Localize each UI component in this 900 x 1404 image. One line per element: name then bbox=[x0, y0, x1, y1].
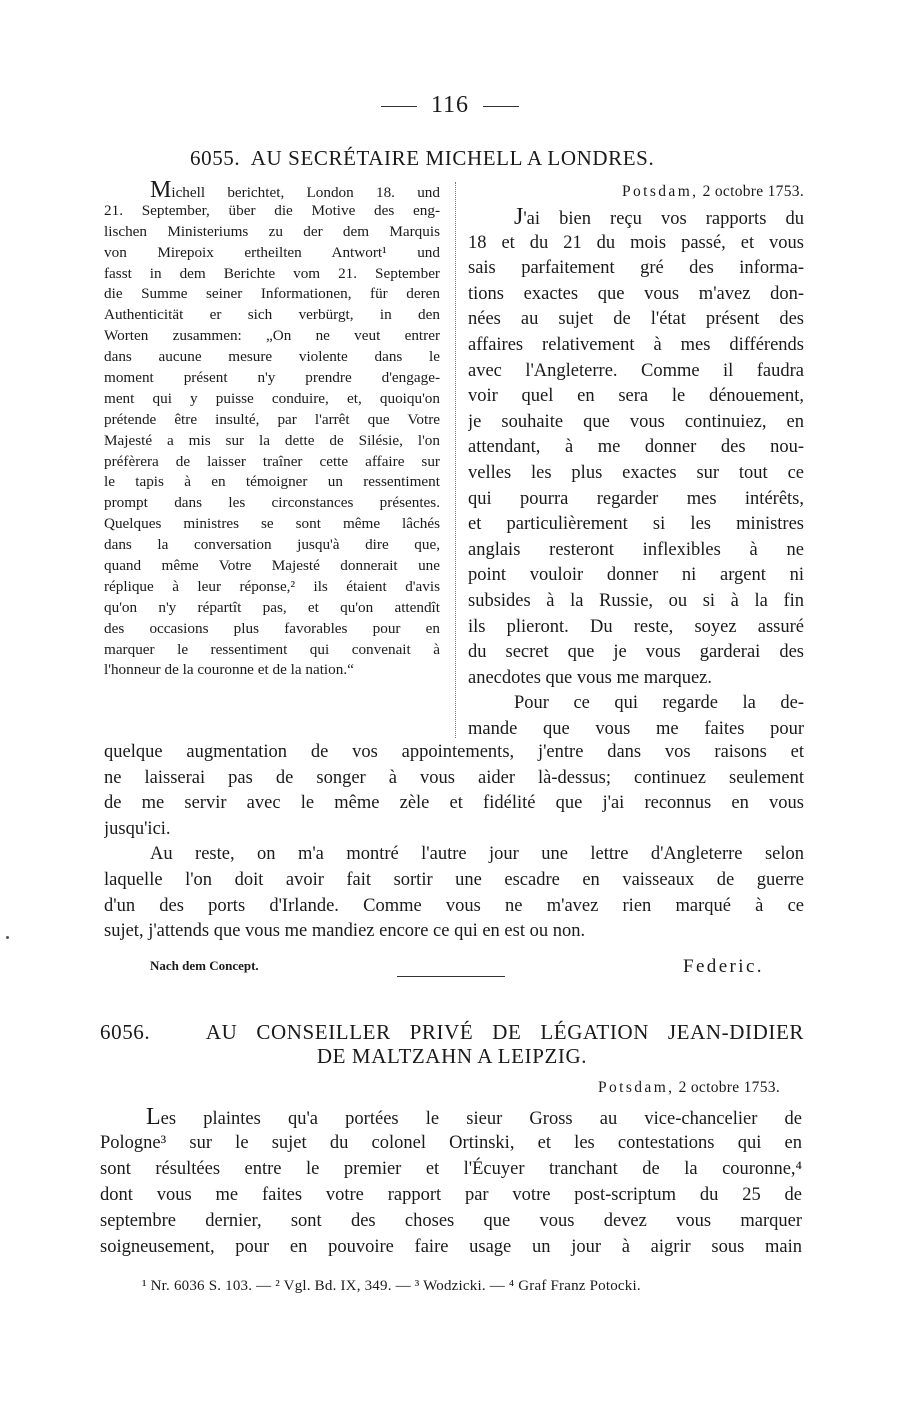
section-6055-title bbox=[190, 146, 654, 171]
rule-left bbox=[381, 106, 417, 107]
section-6056-title bbox=[100, 1020, 804, 1045]
letter-column bbox=[468, 183, 804, 742]
text-line: sais parfaitement gré des informa- bbox=[468, 258, 804, 279]
text-line: Worten zusammen: „On ne veut entrer bbox=[104, 327, 440, 345]
text-line: dans la conversation jusqu'à dire que, bbox=[104, 536, 440, 554]
text-line: moment présent n'y prendre d'engage- bbox=[104, 369, 440, 387]
section-number: 6055. bbox=[190, 146, 241, 170]
text-line: tions exactes que vous m'avez don- bbox=[468, 283, 804, 304]
text-line: Pologne³ sur le sujet du colonel Ortinski, et les contestations qui en bbox=[100, 1133, 802, 1153]
text-line: le tapis à en témoigner un ressentiment bbox=[104, 473, 440, 491]
text-line: laquelle l'on doit avoir fait sortir une escadre en vaisseaux de guerre bbox=[104, 869, 804, 890]
text-line: dans aucune mesure violente dans le bbox=[104, 348, 440, 366]
text-line: subsides à la Russie, ou si à la fin bbox=[468, 590, 804, 611]
text-line: ment qui y puisse conduire, et, quoiqu'on bbox=[104, 389, 440, 407]
text-line: quelque augmentation de vos appointements, j'entre dans vos raisons et bbox=[104, 742, 804, 762]
text-line: et particulièrement si les ministres bbox=[468, 514, 804, 535]
section-heading: AU CONSEILLER PRIVÉ DE LÉGATION JEAN-DIDIER bbox=[205, 1020, 804, 1044]
signature: Federic. bbox=[683, 956, 764, 977]
column-separator bbox=[455, 182, 456, 738]
letter-date bbox=[468, 183, 804, 205]
text-line: mande que vous me faites pour bbox=[468, 718, 804, 739]
footnotes: ¹ Nr. 6036 S. 103. — ² Vgl. Bd. IX, 349. — ³ Wodzicki. — ⁴ Graf Franz Potocki. bbox=[142, 1278, 641, 1294]
text-line: du secret que je vous garderai des bbox=[468, 642, 804, 663]
text-line: nées au sujet de l'état présent des bbox=[468, 309, 804, 330]
section-rule bbox=[397, 976, 505, 977]
date-text: 2 octobre 1753. bbox=[702, 183, 804, 200]
text-line: l'honneur de la couronne et de la nation.“ bbox=[104, 661, 354, 679]
text-line: Michell berichtet, London 18. und bbox=[150, 180, 440, 201]
date-place: Potsdam, bbox=[597, 1079, 675, 1096]
text-line: septembre dernier, sont des choses que vous devez vous marquer bbox=[100, 1211, 802, 1231]
text-line: velles les plus exactes sur tout ce bbox=[468, 462, 804, 483]
text-line: prétende être insulté, par l'arrêt que Votre bbox=[104, 410, 440, 428]
text-line: sujet, j'attends que vous me mandiez encore ce qui en est ou non. bbox=[104, 921, 586, 942]
text-line: Majesté a mis sur la dette de Silésie, l'on bbox=[104, 431, 440, 449]
text-line: Authenticität er sich verbürgt, in den bbox=[104, 306, 440, 324]
text-line: préfèrera de laisser traîner cette affaire sur bbox=[104, 452, 440, 470]
text-line: die Summe seiner Informationen, für deren bbox=[104, 285, 440, 303]
text-line: 18 et du 21 du mois passé, et vous bbox=[468, 232, 804, 253]
text-line: Les plaintes qu'a portées le sieur Gross au vice-chancelier de bbox=[146, 1104, 802, 1130]
text-line: des occasions plus favorables pour en bbox=[104, 619, 440, 637]
text-line: prompt dans les circonstances présentes. bbox=[104, 494, 440, 512]
text-line: 21. September, über die Motive des eng- bbox=[104, 201, 440, 219]
text-line: quand même Votre Majesté donnerait une bbox=[104, 557, 440, 575]
section-heading: AU SECRÉTAIRE MICHELL A LONDRES. bbox=[250, 146, 655, 170]
text-line: d'un des ports d'Irlande. Comme vous ne m'avez rien marqué à ce bbox=[104, 895, 804, 916]
letter-body bbox=[100, 1104, 802, 1260]
text-line: réplique à leur réponse,² ils étaient d'avis bbox=[104, 577, 440, 595]
text-line: anglais resteront inflexibles à ne bbox=[468, 539, 804, 560]
summary-column bbox=[104, 180, 440, 681]
text-line: attendant, à me donner des nou- bbox=[468, 437, 804, 458]
text-line: dont vous me faites votre rapport par votre post-scriptum du 25 de bbox=[100, 1185, 802, 1205]
page-number-text: 116 bbox=[430, 92, 470, 118]
letter-lines bbox=[468, 205, 804, 742]
text-line: qu'on n'y répartît pas, et qu'on attendît bbox=[104, 598, 440, 616]
text-line: point vouloir donner ni argent ni bbox=[468, 565, 804, 586]
section-heading-line2: DE MALTZAHN A LEIPZIG. bbox=[316, 1044, 588, 1068]
text-line: affaires relativement à mes différends bbox=[468, 334, 804, 355]
text-line: je souhaite que vous continuiez, en bbox=[468, 411, 804, 432]
section-number: 6056. bbox=[100, 1020, 151, 1044]
text-line: ils plieront. Du reste, soyez assuré bbox=[468, 616, 804, 637]
text-line: jusqu'ici. bbox=[104, 818, 171, 839]
date-place: Potsdam, bbox=[621, 183, 699, 200]
text-line: Quelques ministres se sont même lâchés bbox=[104, 515, 440, 533]
page-number bbox=[0, 92, 900, 119]
text-line: qui pourra regarder mes intérêts, bbox=[468, 488, 804, 509]
letter-continuation bbox=[104, 740, 804, 945]
text-line: avec l'Angleterre. Comme il faudra bbox=[468, 360, 804, 381]
text-line: von Mirepoix ertheilten Antwort¹ und bbox=[104, 243, 440, 261]
text-line: marquer le ressentiment qui convenait à bbox=[104, 640, 440, 658]
text-line: Au reste, on m'a montré l'autre jour une lettre d'Angleterre selon bbox=[150, 844, 804, 865]
source-note: Nach dem Concept. bbox=[150, 958, 259, 973]
text-line: ne laisserai pas de songer à vous aider là-dessus; continuez seulement bbox=[104, 767, 804, 788]
text-line: soigneusement, pour en pouvoire faire usage un jour à aigrir sous main bbox=[100, 1237, 802, 1257]
text-line: de me servir avec le même zèle et fidélité que j'ai reconnus en vous bbox=[104, 793, 804, 814]
text-line: J'ai bien reçu vos rapports du bbox=[514, 205, 804, 230]
text-line: lischen Ministeriums zu der dem Marquis bbox=[104, 222, 440, 240]
text-line: sont résultées entre le premier et l'Écuyer tranchant de la couronne,⁴ bbox=[100, 1159, 802, 1179]
date-text: 2 octobre 1753. bbox=[678, 1079, 780, 1096]
text-line: Pour ce qui regarde la de- bbox=[514, 693, 804, 714]
letter-date bbox=[448, 1079, 780, 1101]
rule-right bbox=[483, 106, 519, 107]
scan-speck bbox=[6, 936, 9, 939]
text-line: voir quel en sera le dénouement, bbox=[468, 386, 804, 407]
text-line: fasst in dem Berichte vom 21. September bbox=[104, 264, 440, 282]
text-line: anecdotes que vous me marquez. bbox=[468, 667, 713, 688]
